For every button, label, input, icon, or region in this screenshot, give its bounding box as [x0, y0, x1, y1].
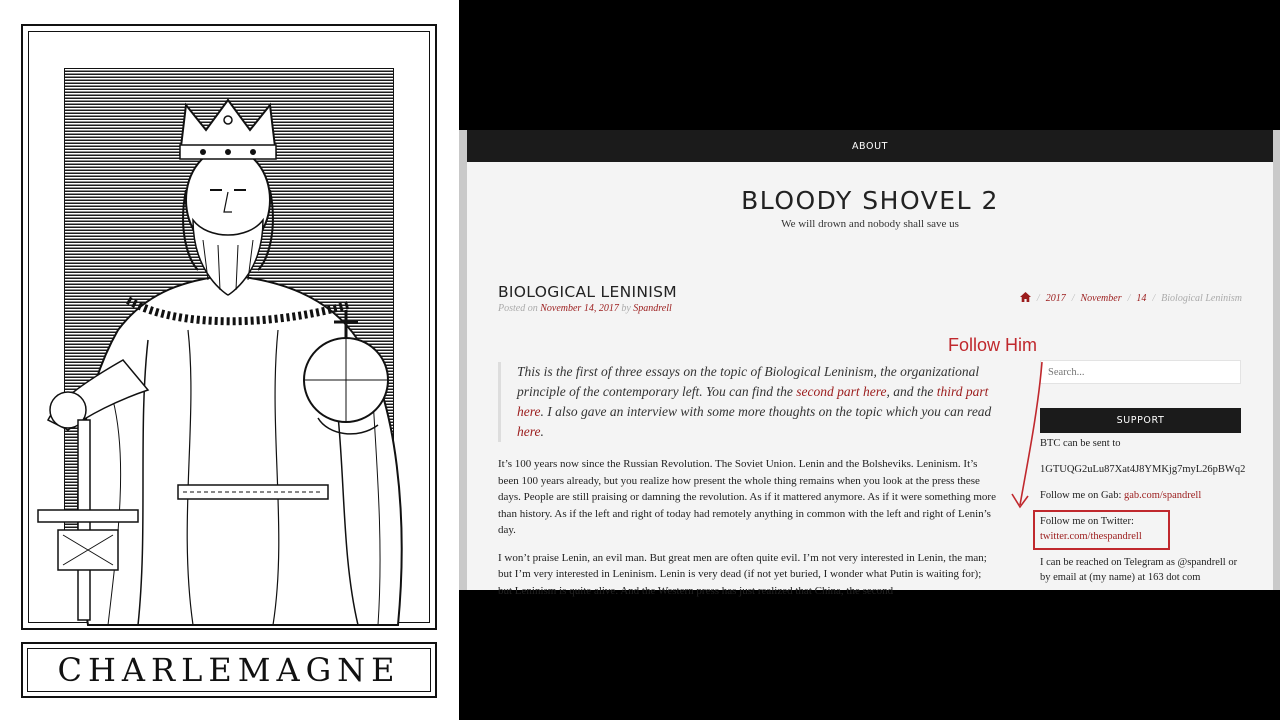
search-input[interactable]: [1040, 360, 1241, 384]
second-part-link[interactable]: second part here: [796, 384, 887, 399]
breadcrumb-separator: /: [1127, 293, 1131, 304]
post-title: BIOLOGICAL LENINISM: [498, 283, 677, 301]
portrait-name: CHARLEMAGNE: [57, 651, 401, 689]
breadcrumb-month[interactable]: November: [1080, 293, 1122, 304]
post-author-link[interactable]: Spandrell: [633, 303, 672, 314]
body-paragraph: It’s 100 years now since the Russian Revolution. The Soviet Union. Lenin and the Bolsheviks. Leninism. It’s been 100 years already, but you realize how present the whole thing remains when you look at the press these days. People are still praising or damning the revolution. As if it mattered anymore. As if it were something more than history. As if the left and right of today had remotely anything in common with the left and right of Lenin’s day.: [498, 458, 996, 536]
annotation-highlight-box: [1033, 510, 1170, 550]
quote-text: . I also gave an interview with some more thoughts on the topic which you can read: [540, 404, 992, 419]
charlemagne-portrait-panel: [0, 0, 459, 720]
breadcrumb-day[interactable]: 14: [1136, 293, 1147, 304]
quote-text: .: [540, 424, 544, 439]
post-content: [498, 362, 998, 610]
support-widget-title: SUPPORT: [1040, 408, 1241, 433]
breadcrumb: [1020, 292, 1242, 305]
post-header: [498, 283, 677, 314]
btc-label: BTC can be sent to: [1040, 438, 1121, 449]
breadcrumb-separator: /: [1036, 293, 1040, 304]
portrait-name-plate: [21, 642, 437, 698]
intro-blockquote: [498, 362, 998, 442]
breadcrumb-current: Biological Leninism: [1161, 293, 1242, 304]
twitter-label: Follow me on Twitter:: [1040, 516, 1134, 527]
post-meta: [498, 303, 677, 314]
third-part-link[interactable]: third part here: [517, 384, 989, 419]
gab-follow: [1040, 488, 1241, 503]
nav-about-link[interactable]: ABOUT: [851, 140, 889, 152]
home-icon[interactable]: [1020, 292, 1031, 305]
breadcrumb-separator: /: [1071, 293, 1075, 304]
contact-info: I can be reached on Telegram as @spandrell or by email at (my name) at 163 dot com: [1040, 557, 1238, 583]
breadcrumb-year[interactable]: 2017: [1045, 293, 1066, 304]
quote-text: This is the first of three essays on the topic of Biological Leninism, the organizational principle of the contemporary left. You can find the: [517, 364, 980, 399]
interview-link[interactable]: here: [517, 424, 541, 439]
site-title[interactable]: BLOODY SHOVEL 2: [741, 186, 999, 215]
by-label: by: [621, 303, 631, 314]
posted-on-label: Posted on: [498, 303, 538, 314]
site-tagline: We will drown and nobody shall save us: [781, 218, 959, 230]
annotation-arrow-icon: [1000, 350, 1050, 515]
btc-address: 1GTUQG2uLu87Xat4J8YMKjg7myL26pBWq2: [1040, 464, 1246, 475]
gab-link[interactable]: gab.com/spandrell: [1124, 490, 1202, 501]
twitter-link[interactable]: twitter.com/thespandrell: [1040, 531, 1142, 542]
annotation-label: Follow Him: [948, 335, 1038, 355]
gab-label: Follow me on Gab:: [1040, 490, 1124, 501]
post-date-link[interactable]: November 14, 2017: [540, 303, 619, 314]
sidebar: [1040, 360, 1246, 585]
charlemagne-engraving: [28, 100, 432, 630]
quote-text: , and the: [886, 384, 937, 399]
breadcrumb-separator: /: [1152, 293, 1156, 304]
body-paragraph: I won’t praise Lenin, an evil man. But great men are often quite evil. I’m not very interested in Lenin, the man; but I’m very interested in Leninism. Lenin is very dead (if not yet buried, I wonder what Putin is waiting for); but Leninism is quite alive. And the Western press has just realized that China, the second: [498, 551, 987, 597]
top-navigation-bar: [467, 130, 1273, 162]
